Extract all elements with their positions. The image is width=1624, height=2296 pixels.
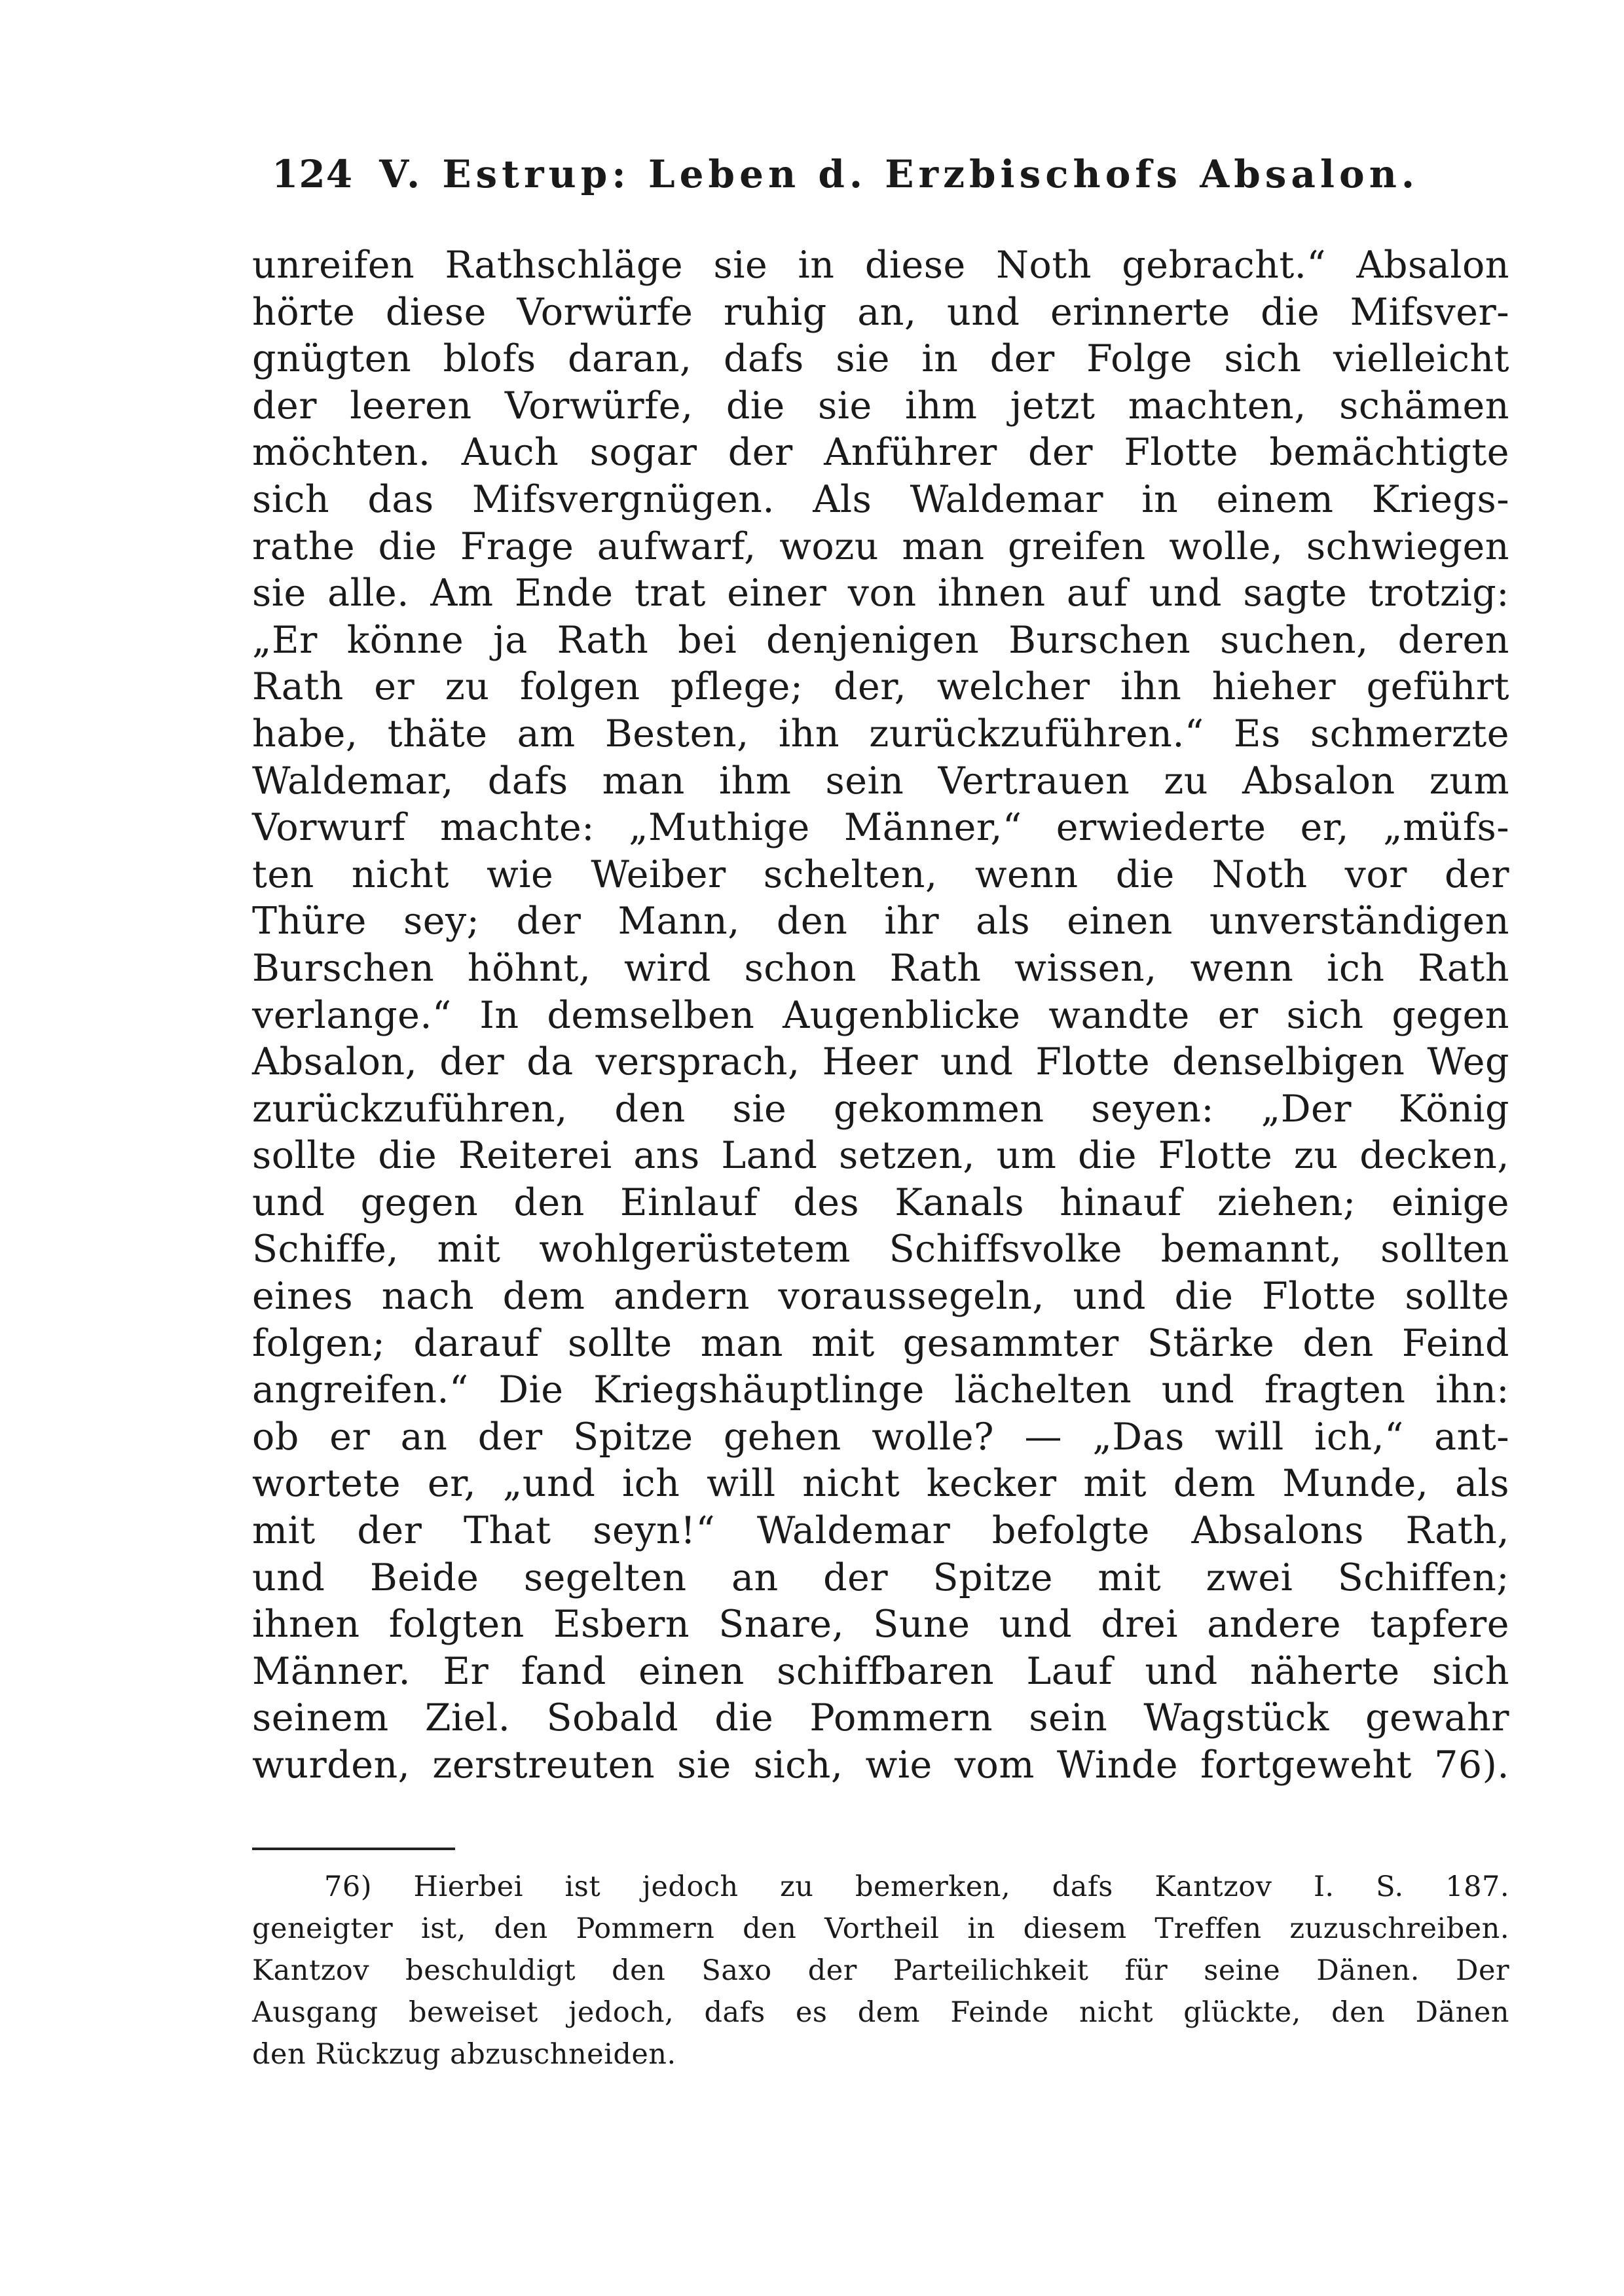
text-line: möchten. Auch sogar der Anführer der Flotte bemächtigte (252, 431, 1509, 475)
text-line: Burschen höhnt, wird schon Rath wissen, wenn ich Rath (252, 946, 1509, 990)
footnote-line: Ausgang beweiset jedoch, dafs es dem Feinde nicht glückte, den Dänen (252, 1996, 1509, 2029)
text-line: mit der That seyn!“ Waldemar befolgte Absalons Rath, (252, 1509, 1509, 1553)
text-line: Schiffe, mit wohlgerüstetem Schiffsvolke bemannt, sollten (252, 1228, 1509, 1271)
text-line: hörte diese Vorwürfe ruhig an, und erinnerte die Mifsver- (252, 290, 1509, 334)
main-text (252, 242, 1509, 1789)
text-line: Absalon, der da versprach, Heer und Flotte denselbigen Weg (252, 1040, 1509, 1084)
text-line: Thüre sey; der Mann, den ihr als einen unverständigen (252, 900, 1509, 943)
page-number: 124 (272, 152, 354, 196)
text-line: sich das Mifsvergnügen. Als Waldemar in einem Kriegs- (252, 477, 1509, 521)
text-line: Männer. Er fand einen schiffbaren Lauf und näherte sich (252, 1649, 1509, 1693)
text-line: folgen; darauf sollte man mit gesammter Stärke den Feind (252, 1321, 1509, 1365)
text-line: wurden, zerstreuten sie sich, wie vom Winde fortgeweht 76). (252, 1743, 1509, 1787)
text-line: und gegen den Einlauf des Kanals hinauf ziehen; einige (252, 1180, 1509, 1224)
text-line: Waldemar, dafs man ihm sein Vertrauen zu Absalon zum (252, 759, 1509, 803)
text-line: unreifen Rathschläge sie in diese Noth gebracht.“ Absalon (252, 244, 1509, 287)
running-header (272, 152, 1490, 196)
text-line: der leeren Vorwürfe, die sie ihm jetzt machten, schämen (252, 384, 1509, 428)
running-title: V. Estrup: Leben d. Erzbischofs Absalon. (379, 152, 1420, 196)
text-line: rathe die Frage aufwarf, wozu man greifen wolle, schwiegen (252, 524, 1509, 568)
text-line: und Beide segelten an der Spitze mit zwei Schiffen; (252, 1556, 1509, 1599)
text-line: Rath er zu folgen pflege; der, welcher ihn hieher geführt (252, 665, 1509, 709)
text-line: ob er an der Spitze gehen wolle? — „Das will ich,“ ant- (252, 1415, 1509, 1459)
text-line: ten nicht wie Weiber schelten, wenn die Noth vor der (252, 852, 1509, 896)
text-line: sie alle. Am Ende trat einer von ihnen auf und sagte trotzig: (252, 572, 1509, 615)
footnote-line: den Rückzug abzuschneiden. (252, 2038, 676, 2071)
footnote-line: 76) Hierbei ist jedoch zu bemerken, dafs Kantzov I. S. 187. (324, 1870, 1509, 1903)
text-line: Vorwurf machte: „Muthige Männer,“ erwiederte er, „müfs- (252, 806, 1509, 850)
text-line: ihnen folgten Esbern Snare, Sune und drei andere tapfere (252, 1603, 1509, 1647)
text-line: „Er könne ja Rath bei denjenigen Burschen suchen, deren (252, 618, 1509, 662)
text-line: verlange.“ In demselben Augenblicke wandte er sich gegen (252, 993, 1509, 1037)
text-line: wortete er, „und ich will nicht kecker mit dem Munde, als (252, 1462, 1509, 1506)
footnote-line: Kantzov beschuldigt den Saxo der Parteilichkeit für seine Dänen. Der (252, 1954, 1509, 1987)
text-line: sollte die Reiterei ans Land setzen, um die Flotte zu decken, (252, 1134, 1509, 1178)
text-line: zurückzuführen, den sie gekommen seyen: „Der König (252, 1087, 1509, 1131)
text-line: gnügten blofs daran, dafs sie in der Folge sich vielleicht (252, 337, 1509, 381)
text-line: habe, thäte am Besten, ihn zurückzuführen.“ Es schmerzte (252, 712, 1509, 756)
text-line: eines nach dem andern voraussegeln, und die Flotte sollte (252, 1275, 1509, 1319)
footnotes (252, 1866, 1509, 2075)
text-line: seinem Ziel. Sobald die Pommern sein Wagstück gewahr (252, 1696, 1509, 1740)
text-line: angreifen.“ Die Kriegshäuptlinge lächelten und fragten ihn: (252, 1368, 1509, 1412)
footnote-line: geneigter ist, den Pommern den Vortheil in diesem Treffen zuzuschreiben. (252, 1912, 1509, 1945)
footnote-separator (252, 1848, 455, 1850)
